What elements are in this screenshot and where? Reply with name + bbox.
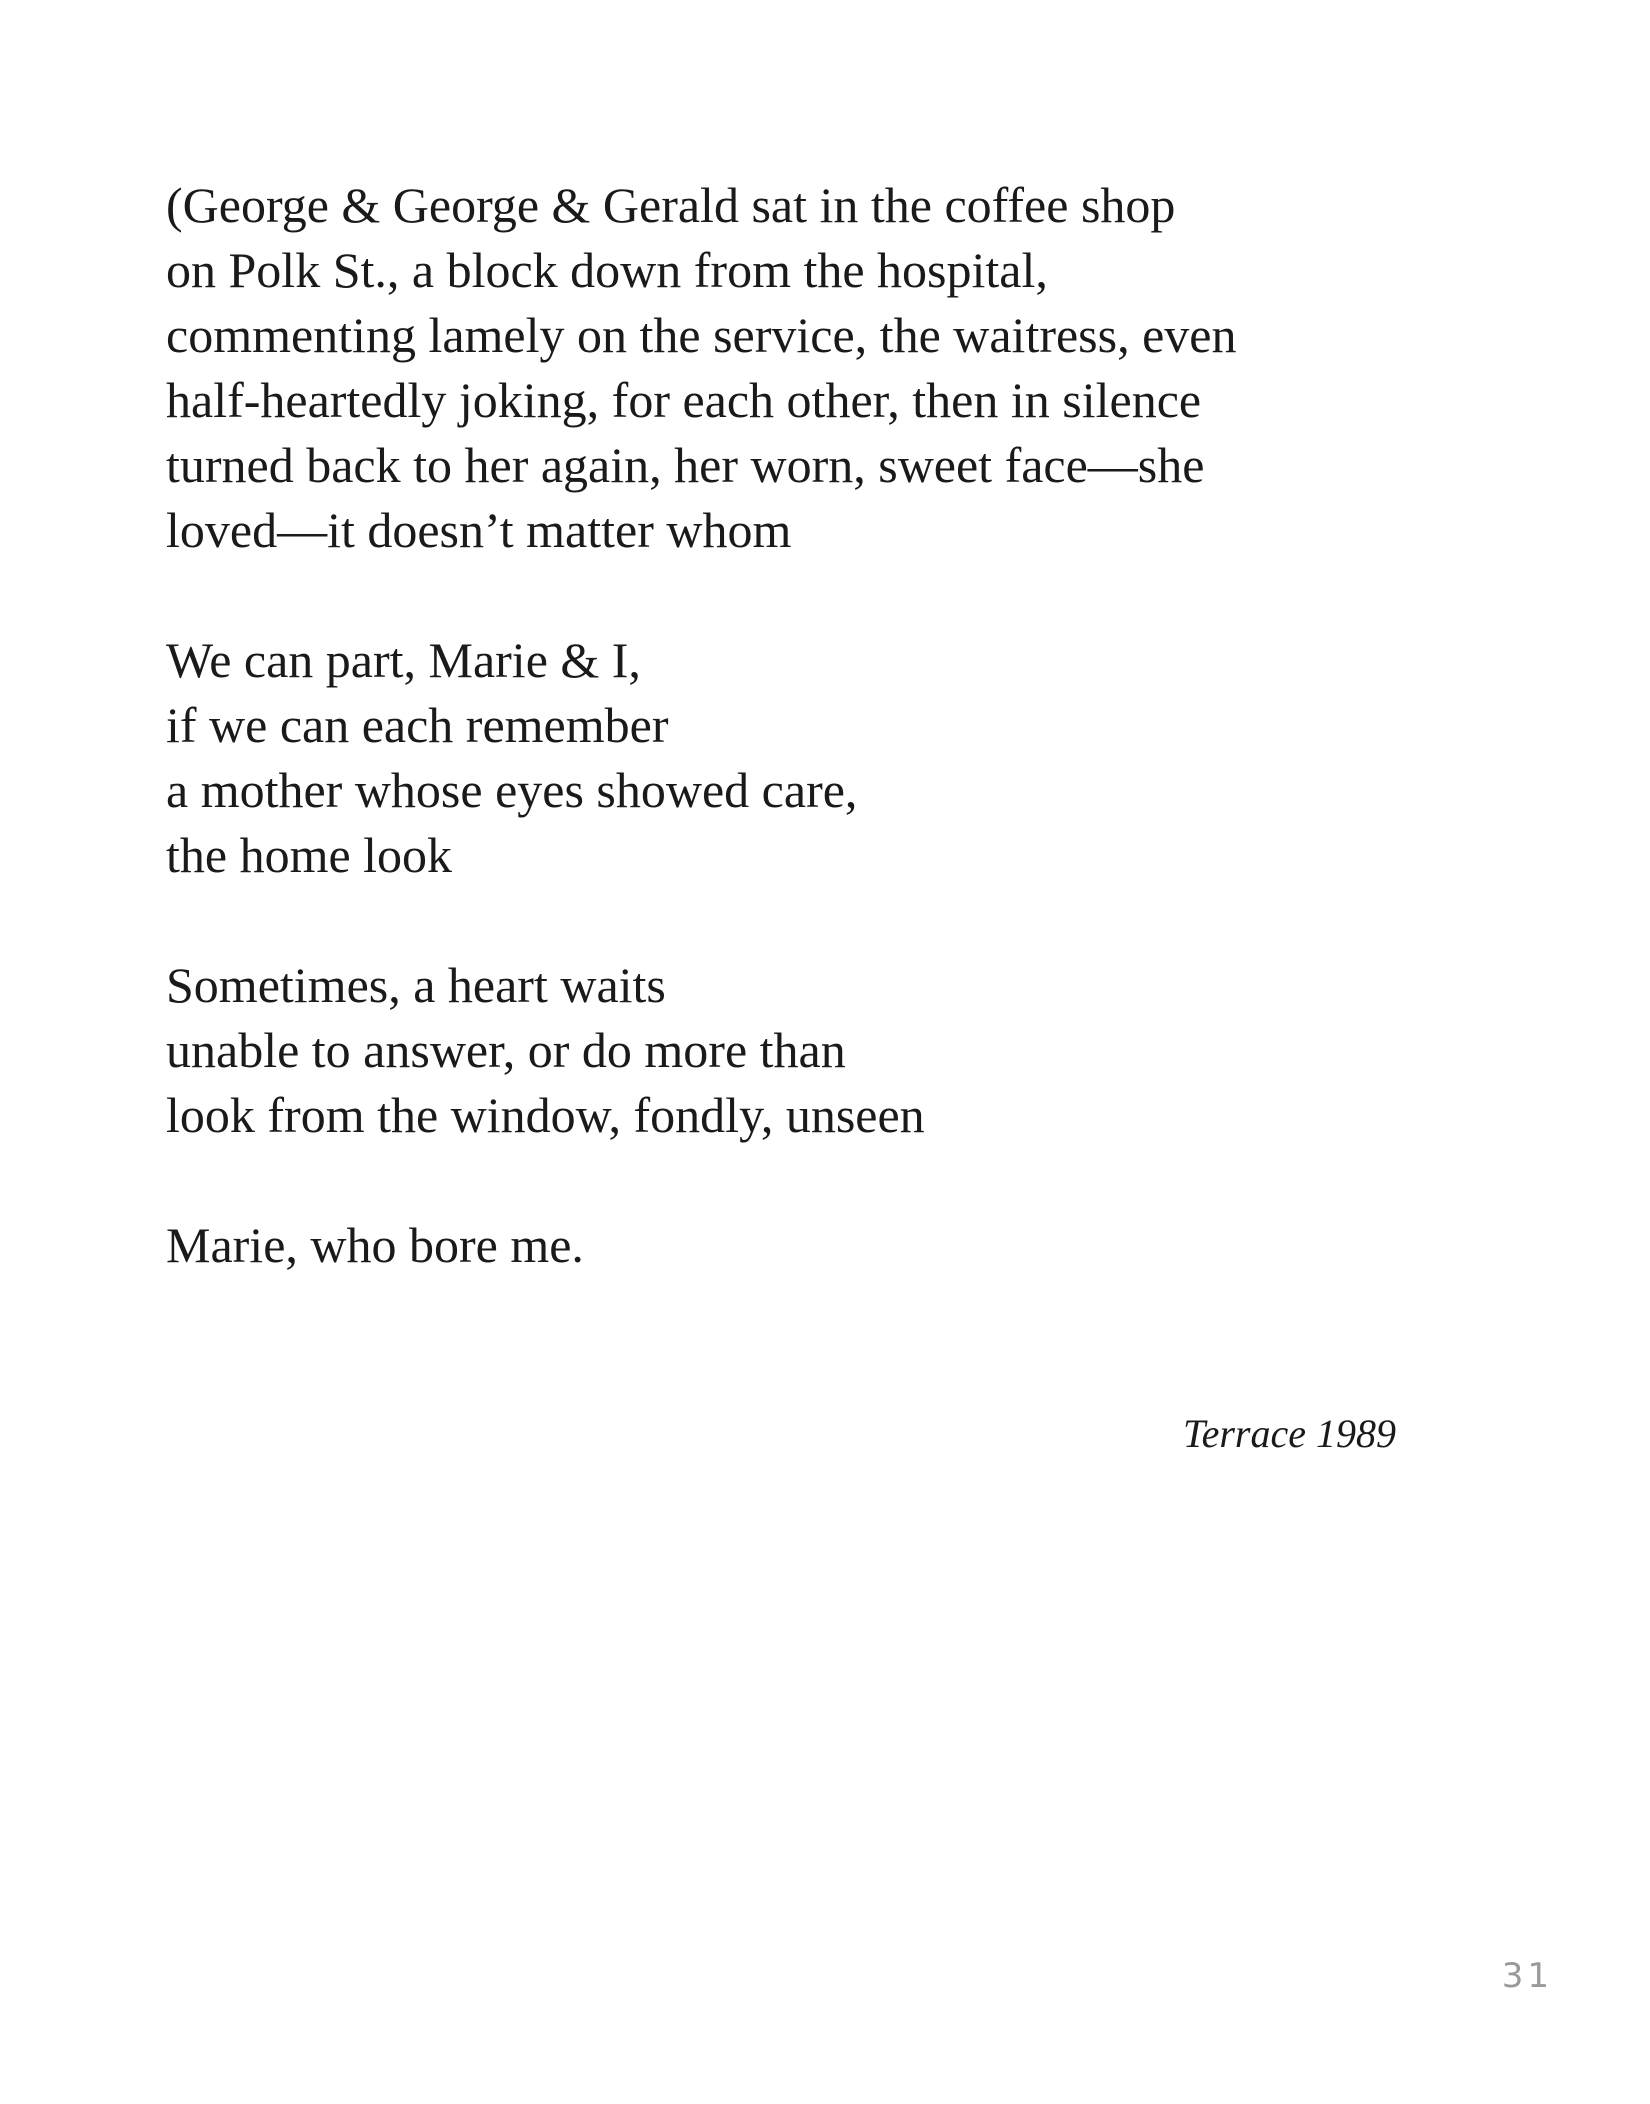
stanza-4 <box>166 1213 1466 1278</box>
page-number: 31 <box>1501 1956 1553 1996</box>
poem-line: unable to answer, or do more than <box>166 1022 846 1078</box>
poem-line: look from the window, fondly, unseen <box>166 1087 925 1143</box>
poem-line: Marie, who bore me. <box>166 1217 584 1273</box>
poem-line: on Polk St., a block down from the hospital, <box>166 242 1048 298</box>
poem-line: half-heartedly joking, for each other, then in silence <box>166 372 1202 428</box>
stanza-2 <box>166 628 1466 888</box>
poem-body <box>166 173 1466 1343</box>
poem-line: a mother whose eyes showed care, <box>166 762 858 818</box>
poem-line: turned back to her again, her worn, sweet face—she <box>166 437 1205 493</box>
poem-line: if we can each remember <box>166 697 669 753</box>
poem-line: Sometimes, a heart waits <box>166 957 666 1013</box>
poem-line: the home look <box>166 827 453 883</box>
stanza-3 <box>166 953 1466 1148</box>
poem-line: commenting lamely on the service, the waitress, even <box>166 307 1237 363</box>
poem-line: (George & George & Gerald sat in the coffee shop <box>166 177 1176 233</box>
poem-line: We can part, Marie & I, <box>166 632 641 688</box>
poem-line: loved—it doesn’t matter whom <box>166 502 792 558</box>
stanza-1 <box>166 173 1466 563</box>
poem-attribution: Terrace 1989 <box>1183 1411 1396 1456</box>
